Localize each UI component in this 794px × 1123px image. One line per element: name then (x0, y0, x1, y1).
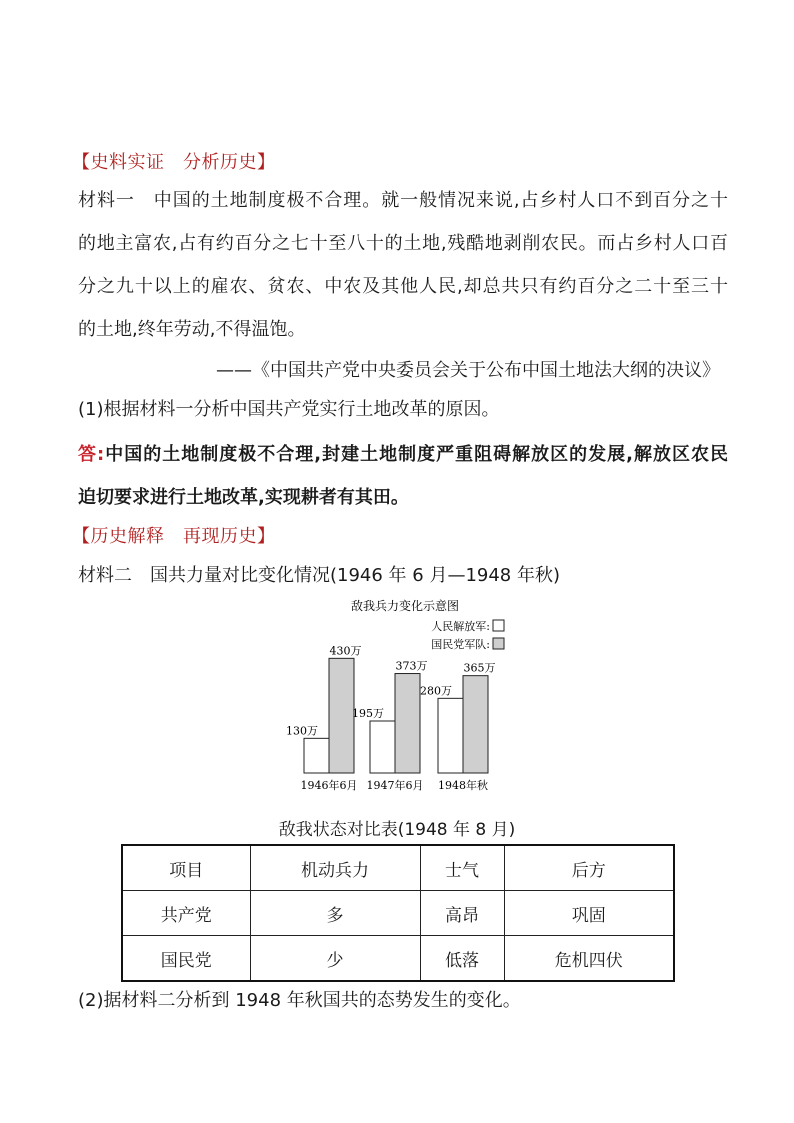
chart-title: 敌我兵力变化示意图 (350, 599, 460, 613)
bar-pla (438, 698, 463, 773)
bar-value-label: 195万 (352, 707, 384, 720)
bar-kmt (395, 674, 420, 773)
material2-title: 材料二 国共力量对比变化情况(1946 年 6 月—1948 年秋) (78, 565, 560, 586)
question-1: (1)根据材料一分析中国共产党实行土地改革的原因。 (78, 399, 500, 420)
table-header-cell: 后方 (504, 845, 674, 891)
bar-value-label: 365万 (463, 661, 496, 675)
table-header-row (122, 845, 674, 891)
table-row (122, 891, 674, 936)
table-cell: 共产党 (122, 891, 250, 936)
bar-value-label: 430万 (329, 644, 362, 658)
material1-line-2: 的地主富农,占有约百分之七十至八十的土地,残酷地剥削农民。而占乡村人口百 (78, 233, 728, 254)
bar-pla (304, 738, 329, 773)
table-cell: 少 (250, 936, 420, 982)
table-cell: 危机四伏 (504, 936, 674, 982)
comparison-table-title: 敌我状态对比表(1948 年 8 月) (278, 820, 516, 840)
table-header-cell: 机动兵力 (250, 845, 420, 891)
section-heading-evidence: 【史料实证 分析历史】 (72, 152, 276, 173)
legend-label: 人民解放军: (431, 620, 490, 633)
bar-value-label: 280万 (420, 684, 452, 698)
section-heading-interpretation: 【历史解释 再现历史】 (72, 526, 276, 547)
category-label: 1946年6月 (300, 779, 358, 792)
category-label: 1947年6月 (366, 779, 424, 792)
legend-swatch (493, 620, 504, 631)
bar-value-label: 130万 (286, 724, 318, 738)
force-chart-svg (286, 592, 520, 802)
table-cell: 巩固 (504, 891, 674, 936)
bar-value-label: 373万 (395, 659, 428, 673)
table-row (122, 936, 674, 982)
answer-line-2: 迫切要求进行土地改革,实现耕者有其田。 (78, 487, 409, 508)
material1-line-4: 的土地,终年劳动,不得温饱。 (78, 319, 306, 340)
table-header-cell: 项目 (122, 845, 250, 891)
category-label: 1948年秋 (438, 779, 488, 792)
bar-kmt (329, 658, 354, 773)
material1-line-3: 分之九十以上的雇农、贫农、中农及其他人民,却总共只有约百分之二十至三十 (78, 276, 728, 297)
question-2: (2)据材料二分析到 1948 年秋国共的态势发生的变化。 (78, 990, 521, 1011)
material1-source: ——《中国共产党中央委员会关于公布中国土地法大纲的决议》 (216, 360, 720, 381)
table-cell: 国民党 (122, 936, 250, 982)
comparison-table (121, 844, 675, 982)
answer-line-1 (78, 440, 728, 466)
table-cell: 多 (250, 891, 420, 936)
legend-label: 国民党军队: (431, 638, 490, 651)
answer-text-1: 中国的土地制度极不合理,封建土地制度严重阻碍解放区的发展,解放区农民 (104, 444, 728, 465)
legend-swatch (493, 638, 504, 649)
table-cell: 高昂 (420, 891, 504, 936)
answer-label: 答: (78, 444, 105, 465)
table-cell: 低落 (420, 936, 504, 982)
material1-line-1: 材料一 中国的土地制度极不合理。就一般情况来说,占乡村人口不到百分之十 (78, 190, 728, 211)
force-comparison-chart (286, 592, 520, 802)
bar-pla (370, 721, 395, 773)
table-header-cell: 士气 (420, 845, 504, 891)
bar-kmt (463, 676, 488, 773)
